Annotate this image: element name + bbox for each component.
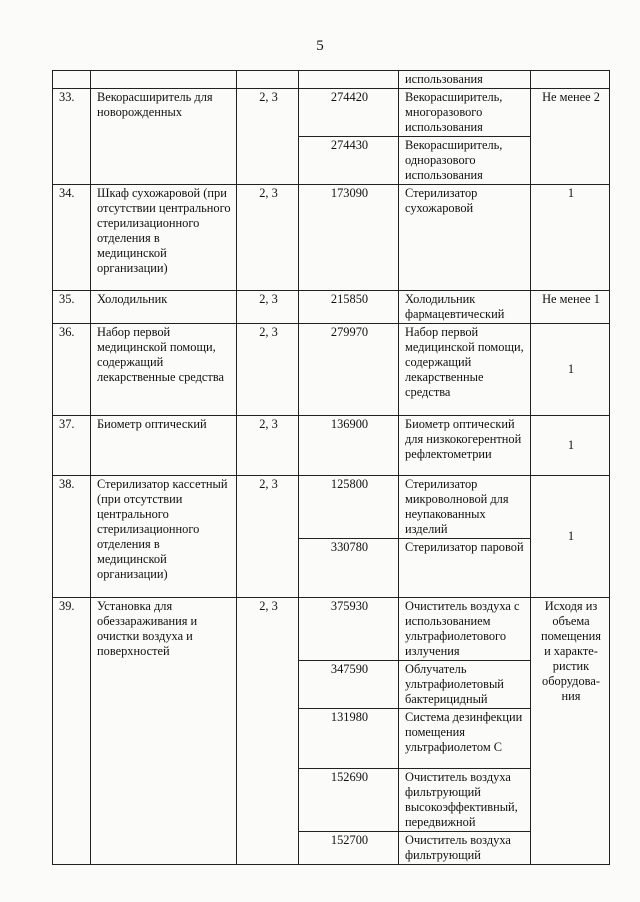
code-cell: 330780 [299,539,399,598]
equipment-table [52,70,610,865]
table-row [53,598,610,661]
qty-cell [531,71,610,89]
type-cell: Векорасширитель, многоразового использования [399,89,531,137]
type-cell: Очиститель воздуха фильтрующий высокоэффективный, передвижной [399,769,531,832]
table-row [53,291,610,324]
name-cell: Набор первой медицинской помощи, содержащий лекарственные средства [91,324,237,416]
type-cell: Очиститель воздуха фильтрующий [399,832,531,865]
num-cell: 34. [53,185,91,291]
num-cell: 38. [53,476,91,598]
qty-cell: Не менее 1 [531,291,610,324]
code-cell: 279970 [299,324,399,416]
table-row [53,416,610,476]
code-cell: 152690 [299,769,399,832]
qty-cell: 1 [531,324,610,416]
num-cell: 33. [53,89,91,185]
type-cell: Биометр оптический для низкокогерентной рефлектометрии [399,416,531,476]
code-cell: 347590 [299,661,399,709]
code-cell: 136900 [299,416,399,476]
code-cell: 131980 [299,709,399,769]
class-cell: 2, 3 [237,89,299,185]
type-cell: Стерилизатор микроволновой для неупакованных изделий [399,476,531,539]
num-cell: 39. [53,598,91,865]
qty-cell: 1 [531,416,610,476]
code-cell: 125800 [299,476,399,539]
type-cell: Очиститель воздуха с использованием ультрафиолетового излучения [399,598,531,661]
code-cell: 375930 [299,598,399,661]
name-cell: Установка для обеззараживания и очистки воздуха и поверхностей [91,598,237,865]
code-cell: 274430 [299,137,399,185]
qty-cell: 1 [531,185,610,291]
num-cell: 37. [53,416,91,476]
code-cell: 152700 [299,832,399,865]
type-cell: Система дезинфекции помещения ультрафиолетом С [399,709,531,769]
type-cell: использования [399,71,531,89]
num-cell: 35. [53,291,91,324]
name-cell: Холодильник [91,291,237,324]
class-cell: 2, 3 [237,476,299,598]
table-row [53,71,610,89]
name-cell [91,71,237,89]
type-cell: Облучатель ультрафиолетовый бактерицидный [399,661,531,709]
type-cell: Векорасширитель, одноразового использования [399,137,531,185]
qty-cell: Не менее 2 [531,89,610,185]
class-cell: 2, 3 [237,324,299,416]
class-cell: 2, 3 [237,416,299,476]
table-row [53,89,610,137]
page-number: 5 [316,38,324,54]
class-cell: 2, 3 [237,185,299,291]
num-cell [53,71,91,89]
class-cell: 2, 3 [237,291,299,324]
name-cell: Стерилизатор кассетный (при отсутствии центрального стерилизационного отделения в медицинской организации) [91,476,237,598]
code-cell: 274420 [299,89,399,137]
name-cell: Биометр оптический [91,416,237,476]
qty-cell: Исходя из объема помещения и характе-ристик оборудова-ния [531,598,610,865]
type-cell: Стерилизатор сухожаровой [399,185,531,291]
class-cell [237,71,299,89]
qty-cell: 1 [531,476,610,598]
name-cell: Векорасширитель для новорожденных [91,89,237,185]
type-cell: Стерилизатор паровой [399,539,531,598]
code-cell: 215850 [299,291,399,324]
table-row [53,476,610,539]
code-cell: 173090 [299,185,399,291]
table-row [53,185,610,291]
table-row [53,324,610,416]
class-cell: 2, 3 [237,598,299,865]
type-cell: Холодильник фармацевтический [399,291,531,324]
code-cell [299,71,399,89]
type-cell: Набор первой медицинской помощи, содержащий лекарственные средства [399,324,531,416]
name-cell: Шкаф сухожаровой (при отсутствии центрального стерилизационного отделения в медицинской организации) [91,185,237,291]
num-cell: 36. [53,324,91,416]
